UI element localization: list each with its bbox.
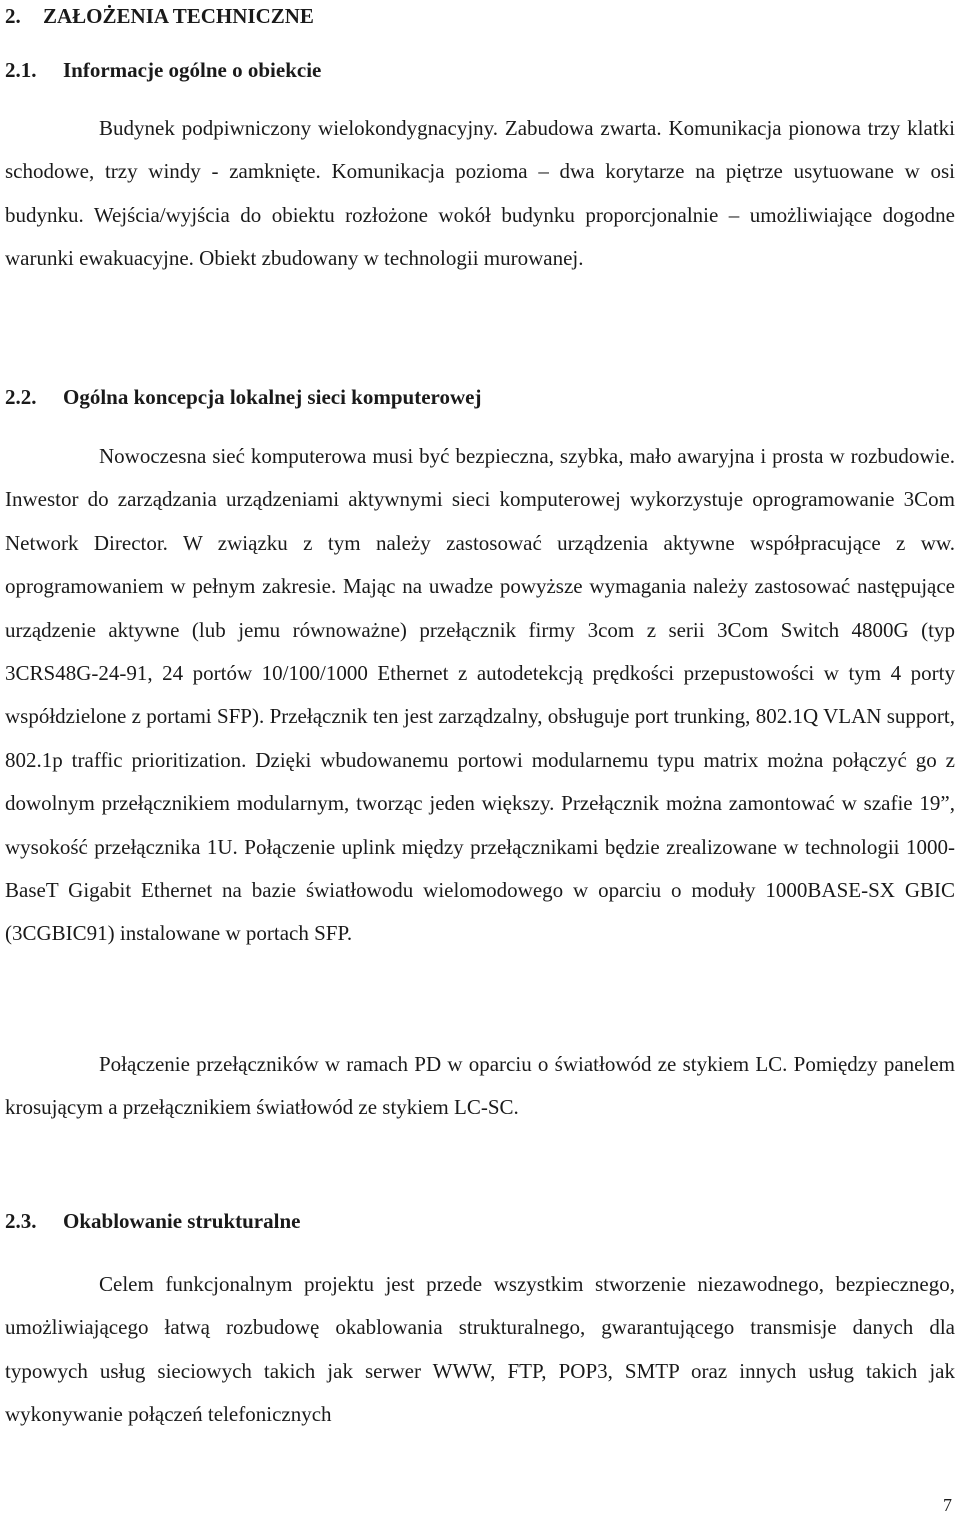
heading-number: 2. <box>5 4 21 28</box>
section-heading-2-1 <box>5 56 321 84</box>
section-heading-2-3 <box>5 1207 300 1235</box>
paragraph-text: Celem funkcjonalnym projektu jest przede wszystkim stworzenie niezawodnego, bezpiecznego, umożliwiającego łatwą rozbudowę okablowania strukturalnego, gwarantującego transmisje danych dla typowych usług sieciowych takich jak serwer WWW, FTP, POP3, SMTP oraz innych usług takich jak wykonywanie połączeń telefonicznych <box>5 1272 955 1427</box>
paragraph-network-concept <box>5 435 955 956</box>
section-heading-2-2 <box>5 383 481 411</box>
page-number: 7 <box>943 1495 952 1515</box>
heading-title: Ogólna koncepcja lokalnej sieci komputerowej <box>63 385 482 409</box>
heading-title: ZAŁOŻENIA TECHNICZNE <box>43 4 314 28</box>
paragraph-switch-connection <box>5 1043 955 1130</box>
heading-number: 2.1. <box>5 58 37 82</box>
heading-number: 2.3. <box>5 1209 37 1233</box>
paragraph-structured-cabling <box>5 1263 955 1437</box>
section-heading-2 <box>5 2 314 30</box>
heading-number: 2.2. <box>5 385 37 409</box>
paragraph-text: Budynek podpiwniczony wielokondygnacyjny. Zabudowa zwarta. Komunikacja pionowa trzy klatki schodowe, trzy windy - zamknięte. Komunikacja pozioma – dwa korytarze na piętrze usytuowane w osi budynku. Wejścia/wyjścia do obiektu rozłożone wokół budynku proporcjonalnie – umożliwiające dogodne warunki ewakuacyjne. Obiekt zbudowany w technologii murowanej. <box>5 116 955 271</box>
paragraph-building-info <box>5 107 955 281</box>
heading-title: Okablowanie strukturalne <box>63 1209 301 1233</box>
paragraph-text: Połączenie przełączników w ramach PD w oparciu o światłowód ze stykiem LC. Pomiędzy panelem krosującym a przełącznikiem światłowód ze stykiem LC-SC. <box>5 1052 955 1120</box>
paragraph-text: Nowoczesna sieć komputerowa musi być bezpieczna, szybka, mało awaryjna i prosta w rozbudowie. Inwestor do zarządzania urządzeniami aktywnymi sieci komputerowej wykorzystuje oprogramowanie 3Com Network Director. W związku z tym należy zastosować urządzenia aktywne współpracujące z ww. oprogramowaniem w pełnym zakresie. Mając na uwadze powyższe wymagania należy zastosować następujące urządzenie aktywne (lub jemu równoważne) przełącznik firmy 3com z serii 3Com Switch 4800G (typ 3CRS48G-24-91, 24 portów 10/100/1000 Ethernet z autodetekcją prędkości przepustowości w tym 4 porty współdzielone z portami SFP). Przełącznik ten jest zarządzalny, obsługuje port trunking, 802.1Q VLAN support, 802.1p traffic prioritization. Dzięki wbudowanemu portowi modularnemu typu matrix można połączyć go z dowolnym przełącznikiem modularnym, tworząc jeden większy. Przełącznik można zamontować w szafie 19”, wysokość przełącznika 1U. Połączenie uplink między przełącznikami będzie zrealizowane w technologii 1000-BaseT Gigabit Ethernet na bazie światłowodu wielomodowego w oparciu o moduły 1000BASE-SX GBIC (3CGBIC91) instalowane w portach SFP. <box>5 444 955 946</box>
heading-title: Informacje ogólne o obiekcie <box>63 58 322 82</box>
